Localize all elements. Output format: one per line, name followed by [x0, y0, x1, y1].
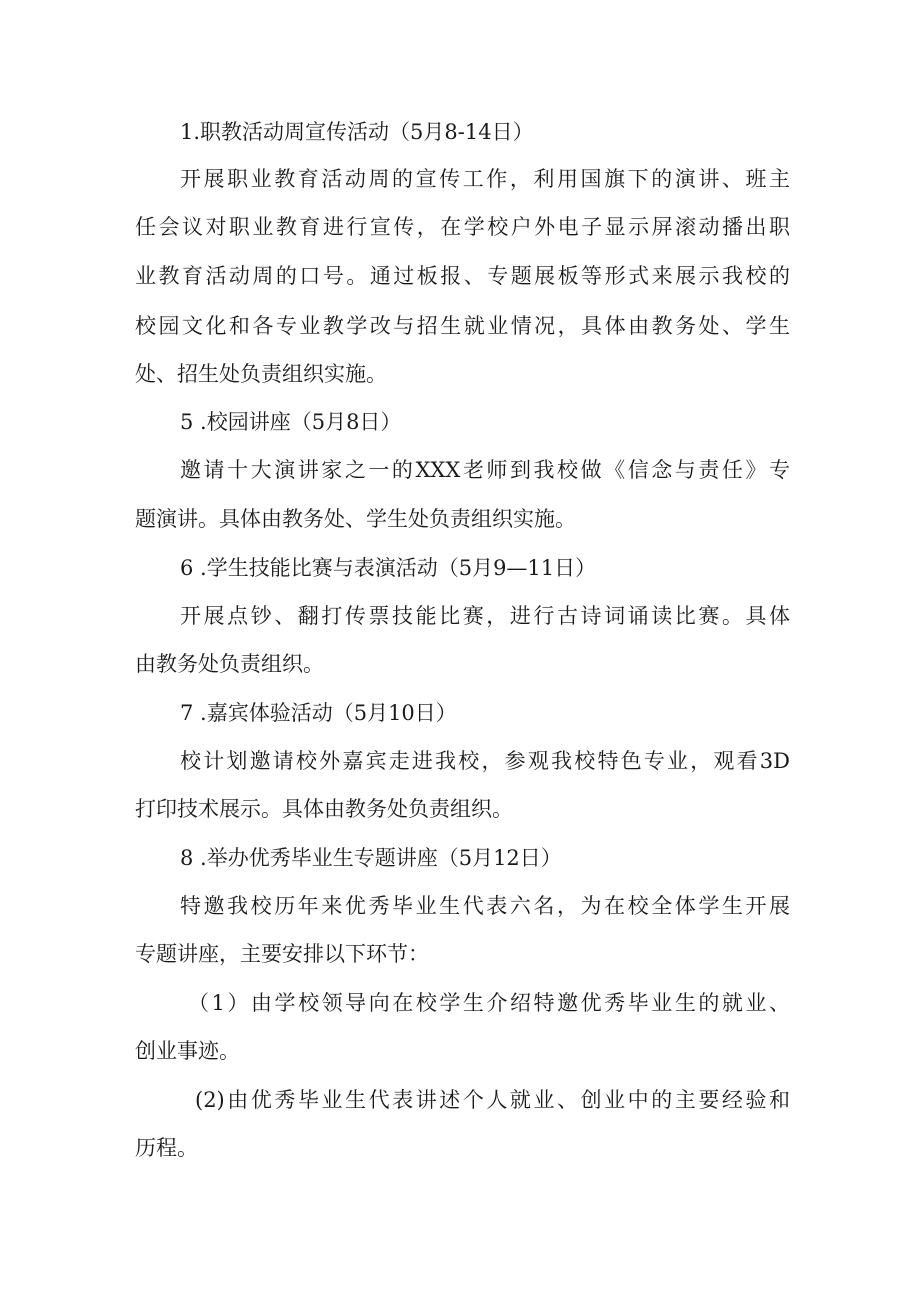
paragraph-line: 打印技术展示。具体由教务处负责组织。 — [135, 797, 513, 821]
section-heading: 7 .嘉宾体验活动（5月10日） — [180, 701, 457, 725]
paragraph-line: 开展点钞、翻打传票技能比赛，进行古诗词诵读比赛。具体 — [180, 604, 790, 628]
list-item-line: 创业事迹。 — [135, 1039, 240, 1063]
paragraph-line: 特邀我校历年来优秀毕业生代表六名，为在校全体学生开展 — [180, 894, 790, 918]
section-heading: 5 .校园讲座（5月8日） — [180, 410, 402, 434]
paragraph-line: 专题讲座，主要安排以下环节： — [135, 942, 429, 966]
list-item-line: 历程。 — [135, 1136, 198, 1160]
paragraph-line: 开展职业教育活动周的宣传工作，利用国旗下的演讲、班主 — [180, 167, 790, 191]
paragraph-line: 校计划邀请校外嘉宾走进我校，参观我校特色专业，观看3D — [180, 749, 790, 773]
paragraph-line: 任会议对职业教育进行宣传，在学校户外电子显示屏滚动播出职 — [135, 215, 790, 239]
section-heading: 6 .学生技能比赛与表演活动（5月9—11日） — [180, 556, 597, 580]
paragraph-line: 业教育活动周的口号。通过板报、专题展板等形式来展示我校的 — [135, 264, 790, 288]
paragraph-line: 校园文化和各专业教学改与招生就业情况，具体由教务处、学生 — [135, 314, 790, 338]
section-heading: 8 .举办优秀毕业生专题讲座（5月12日） — [180, 846, 562, 870]
section-heading: 1.职教活动周宣传活动（5月8-14日） — [180, 120, 534, 144]
list-item-line: (2)由优秀毕业生代表讲述个人就业、创业中的主要经验和 — [195, 1088, 790, 1112]
paragraph-line: 邀请十大演讲家之一的XXX老师到我校做《信念与责任》专 — [180, 458, 790, 482]
list-item-line: （1）由学校领导向在校学生介绍特邀优秀毕业生的就业、 — [188, 991, 790, 1015]
paragraph-line: 题演讲。具体由教务处、学生处负责组织实施。 — [135, 507, 576, 531]
paragraph-line: 由教务处负责组织。 — [135, 652, 324, 676]
paragraph-line: 处、招生处负责组织实施。 — [135, 362, 387, 386]
